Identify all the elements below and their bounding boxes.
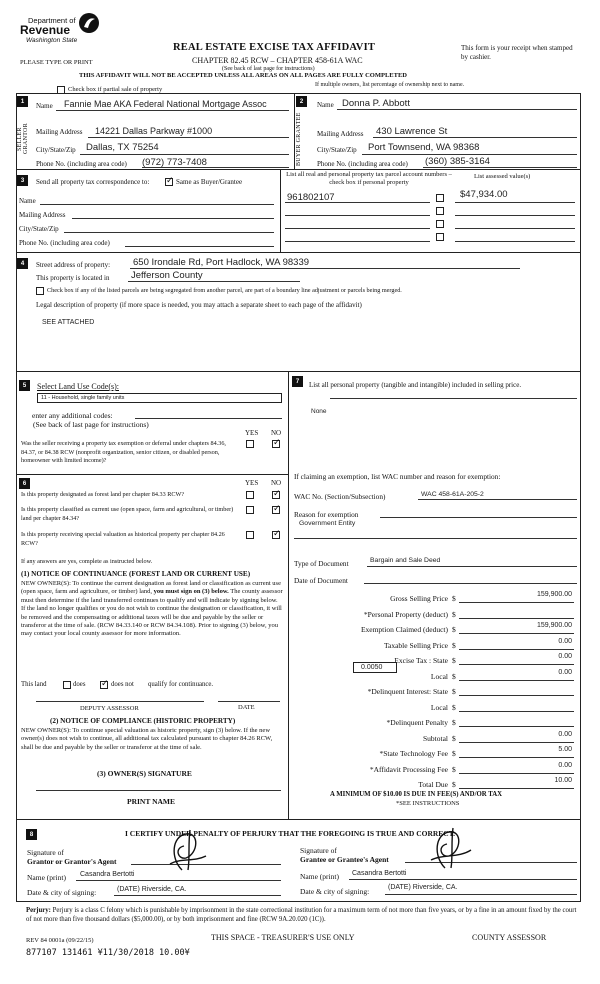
land-does-label: does bbox=[73, 681, 86, 688]
personal-property-input[interactable]: None bbox=[311, 408, 327, 415]
historic-yes-checkbox[interactable] bbox=[246, 531, 254, 539]
buyer-side-label: BUYER GRANTEE bbox=[296, 112, 302, 166]
calc-label-7: Local bbox=[430, 702, 448, 712]
calc-label-12: Total Due bbox=[418, 780, 448, 789]
seller-name-label: Name bbox=[36, 102, 53, 110]
historic-no-checkbox[interactable] bbox=[272, 531, 280, 539]
land-use-see-back: (See back of last page for instructions) bbox=[33, 420, 149, 429]
grantee-date-label: Date & city of signing: bbox=[300, 887, 370, 896]
county-input[interactable]: Jefferson County bbox=[131, 270, 203, 281]
form-title: REAL ESTATE EXCISE TAX AFFIDAVIT bbox=[173, 42, 376, 53]
corr-city-label: City/State/Zip bbox=[19, 225, 59, 233]
assessed-header: List assessed value(s) bbox=[474, 173, 531, 180]
personal-property-checkbox-1[interactable] bbox=[436, 194, 444, 202]
buyer-city-input[interactable]: Port Townsend, WA 98368 bbox=[368, 142, 480, 153]
calc-dollar-7: $ bbox=[452, 702, 456, 712]
seller-name-input[interactable]: Fannie Mae AKA Federal National Mortgage Assoc bbox=[64, 99, 267, 109]
calc-value-9[interactable]: 0.00 bbox=[558, 730, 572, 738]
county-assessor: COUNTY ASSESSOR bbox=[472, 933, 547, 942]
not-accepted-warning: THIS AFFIDAVIT WILL NOT BE ACCEPTED UNLESS ALL AREAS ON ALL PAGES ARE FULLY COMPLETED bbox=[79, 72, 407, 79]
corr-phone-label: Phone No. (including area code) bbox=[19, 239, 110, 247]
exemption-claim-label: If claiming an exemption, list WAC number and reason for exemption: bbox=[294, 472, 501, 481]
logo-dept: Department of bbox=[28, 16, 76, 25]
certify-statement: I CERTIFY UNDER PENALTY OF PERJURY THAT THE FOREGOING IS TRUE AND CORRECT. bbox=[125, 829, 456, 838]
see-back: (See back of last page for instructions) bbox=[222, 66, 315, 72]
partial-sale-label: Check box if partial sale of property bbox=[68, 86, 163, 93]
forest-yes-checkbox[interactable] bbox=[246, 491, 254, 499]
minimum-due-note: A MINIMUM OF $10.00 IS DUE IN FEE(S) AND/OR TAX bbox=[330, 791, 503, 798]
calc-value-4[interactable]: 0.00 bbox=[558, 653, 572, 660]
grantee-date-input[interactable]: (DATE) Riverside, CA. bbox=[388, 884, 458, 891]
same-as-buyer-checkbox[interactable] bbox=[165, 178, 173, 186]
grantee-name-label: Name (print) bbox=[300, 872, 339, 881]
notice-continuance-title: (1) NOTICE OF CONTINUANCE (FOREST LAND OR CURRENT USE) bbox=[21, 570, 251, 578]
buyer-phone-input[interactable]: (360) 385-3164 bbox=[425, 156, 490, 167]
dor-logo bbox=[20, 14, 100, 50]
parcel-number-input[interactable]: 961802107 bbox=[287, 192, 335, 203]
grantor-name-label: Name (print) bbox=[27, 873, 66, 882]
same-as-buyer-label: Same as Buyer/Grantee bbox=[176, 178, 243, 186]
land-use-label: Select Land Use Code(s): bbox=[37, 382, 119, 391]
calc-label-6: *Delinquent Interest: State bbox=[367, 687, 448, 696]
grantor-name-input[interactable]: Casandra Bertotti bbox=[80, 871, 135, 878]
seller-mailing-input[interactable]: 14221 Dallas Parkway #1000 bbox=[95, 126, 213, 136]
calc-dollar-9: $ bbox=[452, 733, 456, 743]
see-instructions: *SEE INSTRUCTIONS bbox=[396, 800, 460, 807]
buyer-name-label: Name bbox=[317, 101, 334, 109]
section-2-badge: 2 bbox=[296, 96, 307, 107]
grantee-name-input[interactable]: Casandra Bertotti bbox=[352, 870, 407, 877]
reason-label: Reason for exemption bbox=[294, 510, 359, 519]
calc-dollar-6: $ bbox=[452, 687, 456, 696]
wac-label: WAC No. (Section/Subsection) bbox=[294, 492, 386, 501]
calc-value-12[interactable]: 10.00 bbox=[554, 777, 572, 784]
correspondence-label: Send all property tax correspondence to: bbox=[36, 178, 150, 186]
section-1-badge: 1 bbox=[17, 96, 28, 107]
land-use-value: 11 - Household, single family units bbox=[41, 395, 125, 401]
calc-label-11: *Affidavit Processing Fee bbox=[369, 764, 448, 774]
grantee-sig-label-a: Signature of bbox=[300, 846, 337, 855]
legal-input[interactable]: SEE ATTACHED bbox=[42, 319, 95, 326]
assessed-value-input[interactable]: $47,934.00 bbox=[460, 189, 508, 200]
calc-label-5: Local bbox=[430, 671, 448, 681]
current-use-question: Is this property classified as current use (open space, farm and agricultural, or timber) land per chapter 84.34? bbox=[21, 506, 234, 522]
seller-city-label: City/State/Zip bbox=[36, 146, 76, 154]
buyer-mailing-label: Mailing Address bbox=[317, 130, 364, 138]
calc-label-3: Taxable Selling Price bbox=[383, 640, 448, 650]
section-4-frame bbox=[16, 253, 581, 372]
calc-value-0[interactable]: 159,900.00 bbox=[536, 591, 572, 598]
personal-property-label: List all personal property (tangible and intangible) included in selling price. bbox=[309, 381, 522, 389]
calc-dollar-1: $ bbox=[452, 609, 456, 619]
historic-question: Is this property receiving special valuation as historical property per chapter 84.26 RCW? bbox=[21, 531, 225, 547]
notice-continuance-body bbox=[21, 580, 283, 639]
land-does-checkbox[interactable] bbox=[63, 681, 71, 689]
grantee-sig-label-b: Grantee or Grantee's Agent bbox=[300, 855, 389, 864]
land-does-not-checkbox[interactable] bbox=[100, 681, 108, 689]
receipt-note: This form is your receipt when stamped by cashier. bbox=[461, 44, 573, 61]
street-label: Street address of property: bbox=[36, 261, 111, 269]
buyer-city-label: City/State/Zip bbox=[317, 146, 357, 154]
perjury-label: Perjury: bbox=[26, 907, 51, 914]
seller-phone-label: Phone No. (including area code) bbox=[36, 160, 127, 168]
calc-label-4: Excise Tax : State bbox=[394, 656, 448, 665]
current-use-yes-checkbox[interactable] bbox=[246, 506, 254, 514]
local-rate-value: 0.0050 bbox=[361, 664, 383, 671]
personal-property-checkbox-3[interactable] bbox=[436, 220, 444, 228]
cashier-stamp: 877107 131461 ¥11/30/2018 10.00¥ bbox=[26, 948, 190, 958]
street-input[interactable]: 650 Irondale Rd, Port Hadlock, WA 98339 bbox=[133, 257, 310, 268]
multiple-owners: If multiple owners, list percentage of ownership next to name. bbox=[315, 82, 465, 88]
owner-signature-label: (3) OWNER(S) SIGNATURE bbox=[97, 769, 192, 778]
exemption-yes-checkbox[interactable] bbox=[246, 440, 254, 448]
seller-city-input[interactable]: Dallas, TX 75254 bbox=[86, 142, 159, 153]
grantor-sig-label-b: Grantor or Grantor's Agent bbox=[27, 857, 117, 866]
print-name-label: PRINT NAME bbox=[127, 797, 175, 806]
calc-label-8: *Delinquent Penalty bbox=[386, 718, 448, 727]
calc-label-10: *State Technology Fee bbox=[379, 749, 448, 758]
land-use-select[interactable] bbox=[37, 393, 282, 403]
exemption-question: Was the seller receiving a property tax exemption or deferral under chapters 84.36, 84.37, or 84.38 RCW (nonprofit organization, senior citizen, or disabled person, homeowner with limited income)? bbox=[21, 440, 226, 464]
doc-type-input[interactable]: Bargain and Sale Deed bbox=[370, 557, 441, 564]
buyer-mailing-input[interactable]: 430 Lawrence St bbox=[376, 126, 448, 137]
parcel-header: List all real and personal property tax parcel account numbers – check box if personal property bbox=[286, 171, 452, 186]
calc-value-3[interactable]: 0.00 bbox=[558, 637, 572, 645]
calc-label-1: *Personal Property (deduct) bbox=[363, 609, 448, 619]
corr-name-label: Name bbox=[19, 197, 36, 205]
corr-mailing-label: Mailing Address bbox=[19, 211, 66, 219]
wac-input[interactable]: WAC 458-61A-205-2 bbox=[421, 491, 484, 498]
notice1-bold: you must sign on (3) below. bbox=[153, 588, 229, 596]
notice1-text-b: The county assessor must then determine if the land transferred continues to qualify and will indicate by signing below. If the land no longer qualifies or you do not wish to continue the designation or classification, it will be removed and the compensating or additional taxes will be due and payable by the seller or transferor at the time of sale. (RCW 84.33.140 or RCW 84.34.108). Prior to signing (3) below, you may contact your local county assessor for more information. bbox=[21, 588, 283, 638]
perjury-text: Perjury is a class C felony which is punishable by imprisonment in the state correctional institution for a maximum term of not more than five years, or by a fine in an amount fixed by the court of not more than five thousand dollars ($5,000.00), or by both imprisonment and fine (RCW 9A.20.020 (1C)). bbox=[26, 907, 577, 923]
seller-side-label: SELLER GRANTOR bbox=[17, 123, 29, 155]
segregated-checkbox[interactable] bbox=[36, 287, 44, 295]
s6-yes-header: YES bbox=[245, 479, 259, 487]
calc-label-2: Exemption Claimed (deduct) bbox=[360, 625, 448, 634]
section-8-badge: 8 bbox=[26, 829, 37, 840]
buyer-phone-label: Phone No. (including area code) bbox=[317, 160, 408, 168]
doc-type-label: Type of Document bbox=[294, 559, 349, 568]
calc-dollar-4: $ bbox=[452, 656, 456, 665]
calc-label-0: Gross Selling Price bbox=[390, 594, 448, 603]
please-type: PLEASE TYPE OR PRINT bbox=[20, 59, 93, 66]
treasurer-use: THIS SPACE - TREASURER'S USE ONLY bbox=[211, 933, 355, 942]
exemption-no-checkbox[interactable] bbox=[272, 440, 280, 448]
forest-land-question: Is this property designated as forest land per chapter 84.33 RCW? bbox=[21, 491, 185, 498]
segregated-label: Check box if any of the listed parcels are being segregated from another parcel, are part of a boundary line adjustment or parcels being merged. bbox=[47, 287, 402, 294]
logo-revenue: Revenue bbox=[20, 23, 71, 37]
logo-state: Washington State bbox=[26, 37, 78, 44]
doc-date-label: Date of Document bbox=[294, 576, 348, 585]
revision-code: REV 84 0001a (09/22/15) bbox=[26, 937, 94, 944]
calc-dollar-2: $ bbox=[452, 625, 456, 634]
land-does-not-label: does not bbox=[111, 681, 134, 688]
s6-no-header: NO bbox=[271, 479, 282, 487]
section-4-badge: 4 bbox=[17, 258, 28, 269]
this-land-label: This land bbox=[21, 681, 47, 688]
deputy-date-label: DATE bbox=[238, 704, 255, 711]
calc-dollar-3: $ bbox=[452, 640, 456, 650]
calc-value-2[interactable]: 159,900.00 bbox=[536, 622, 572, 629]
grantor-date-label: Date & city of signing: bbox=[27, 888, 97, 897]
personal-property-checkbox-2[interactable] bbox=[436, 207, 444, 215]
calc-value-11[interactable]: 0.00 bbox=[558, 761, 572, 769]
calc-dollar-10: $ bbox=[452, 749, 456, 758]
seller-phone-input[interactable]: (972) 773-7408 bbox=[142, 157, 207, 168]
s5-no-header: NO bbox=[271, 429, 282, 437]
notice-compliance-body: NEW OWNER(S): To continue special valuation as historic property, sign (3) below. If the new owner(s) does not wish to continue, all additional tax calculated pursuant to chapter 84.26 RCW, shall be due and payable by the seller or transferor at the time of sale. bbox=[21, 727, 273, 751]
grantor-sig-label-a: Signature of bbox=[27, 848, 64, 857]
deputy-assessor-label: DEPUTY ASSESSOR bbox=[80, 705, 139, 712]
grantor-signature[interactable] bbox=[160, 828, 210, 872]
personal-property-checkbox-4[interactable] bbox=[436, 233, 444, 241]
current-use-no-checkbox[interactable] bbox=[272, 506, 280, 514]
notice1-text-a: NEW OWNER(S): To continue the current designation as forest land or classification as current use (open space, farm and agriculture, or timber) land, bbox=[21, 580, 281, 596]
buyer-name-input[interactable]: Donna P. Abbott bbox=[342, 98, 410, 109]
grantor-date-input[interactable]: (DATE) Riverside, CA. bbox=[117, 886, 187, 893]
calc-label-9: Subtotal bbox=[422, 733, 448, 743]
grantee-signature[interactable] bbox=[423, 826, 475, 870]
calc-value-10[interactable]: 5.00 bbox=[558, 746, 572, 753]
s5-yes-header: YES bbox=[245, 429, 259, 437]
logo-swoosh-icon bbox=[78, 12, 100, 34]
located-label: This property is located in bbox=[36, 274, 110, 282]
notice-compliance-title: (2) NOTICE OF COMPLIANCE (HISTORIC PROPERTY) bbox=[50, 717, 236, 725]
reason-input[interactable]: Government Entity bbox=[299, 520, 356, 527]
legal-label: Legal description of property (if more space is needed, you may attach a separate sheet to each page of the affidavit) bbox=[36, 301, 362, 309]
section-3-badge: 3 bbox=[17, 175, 28, 186]
calc-dollar-12: $ bbox=[452, 780, 456, 789]
additional-codes-label: enter any additional codes: bbox=[32, 411, 113, 420]
land-qualify-label: qualify for continuance. bbox=[148, 681, 214, 688]
section-6-badge: 6 bbox=[19, 478, 30, 489]
section-5-badge: 5 bbox=[19, 380, 30, 391]
calc-value-5[interactable]: 0.00 bbox=[558, 668, 572, 676]
calc-dollar-5: $ bbox=[452, 671, 456, 681]
forest-no-checkbox[interactable] bbox=[272, 491, 280, 499]
perjury-notice bbox=[26, 906, 580, 924]
form-chapter: CHAPTER 82.45 RCW – CHAPTER 458-61A WAC bbox=[192, 56, 363, 65]
if-yes-note: If any answers are yes, complete as instructed below. bbox=[21, 558, 153, 565]
calc-dollar-11: $ bbox=[452, 764, 456, 774]
calc-dollar-0: $ bbox=[452, 594, 456, 603]
seller-mailing-label: Mailing Address bbox=[36, 128, 83, 136]
calc-dollar-8: $ bbox=[452, 718, 456, 727]
local-rate-box[interactable] bbox=[353, 662, 397, 673]
section-7-badge: 7 bbox=[292, 376, 303, 387]
